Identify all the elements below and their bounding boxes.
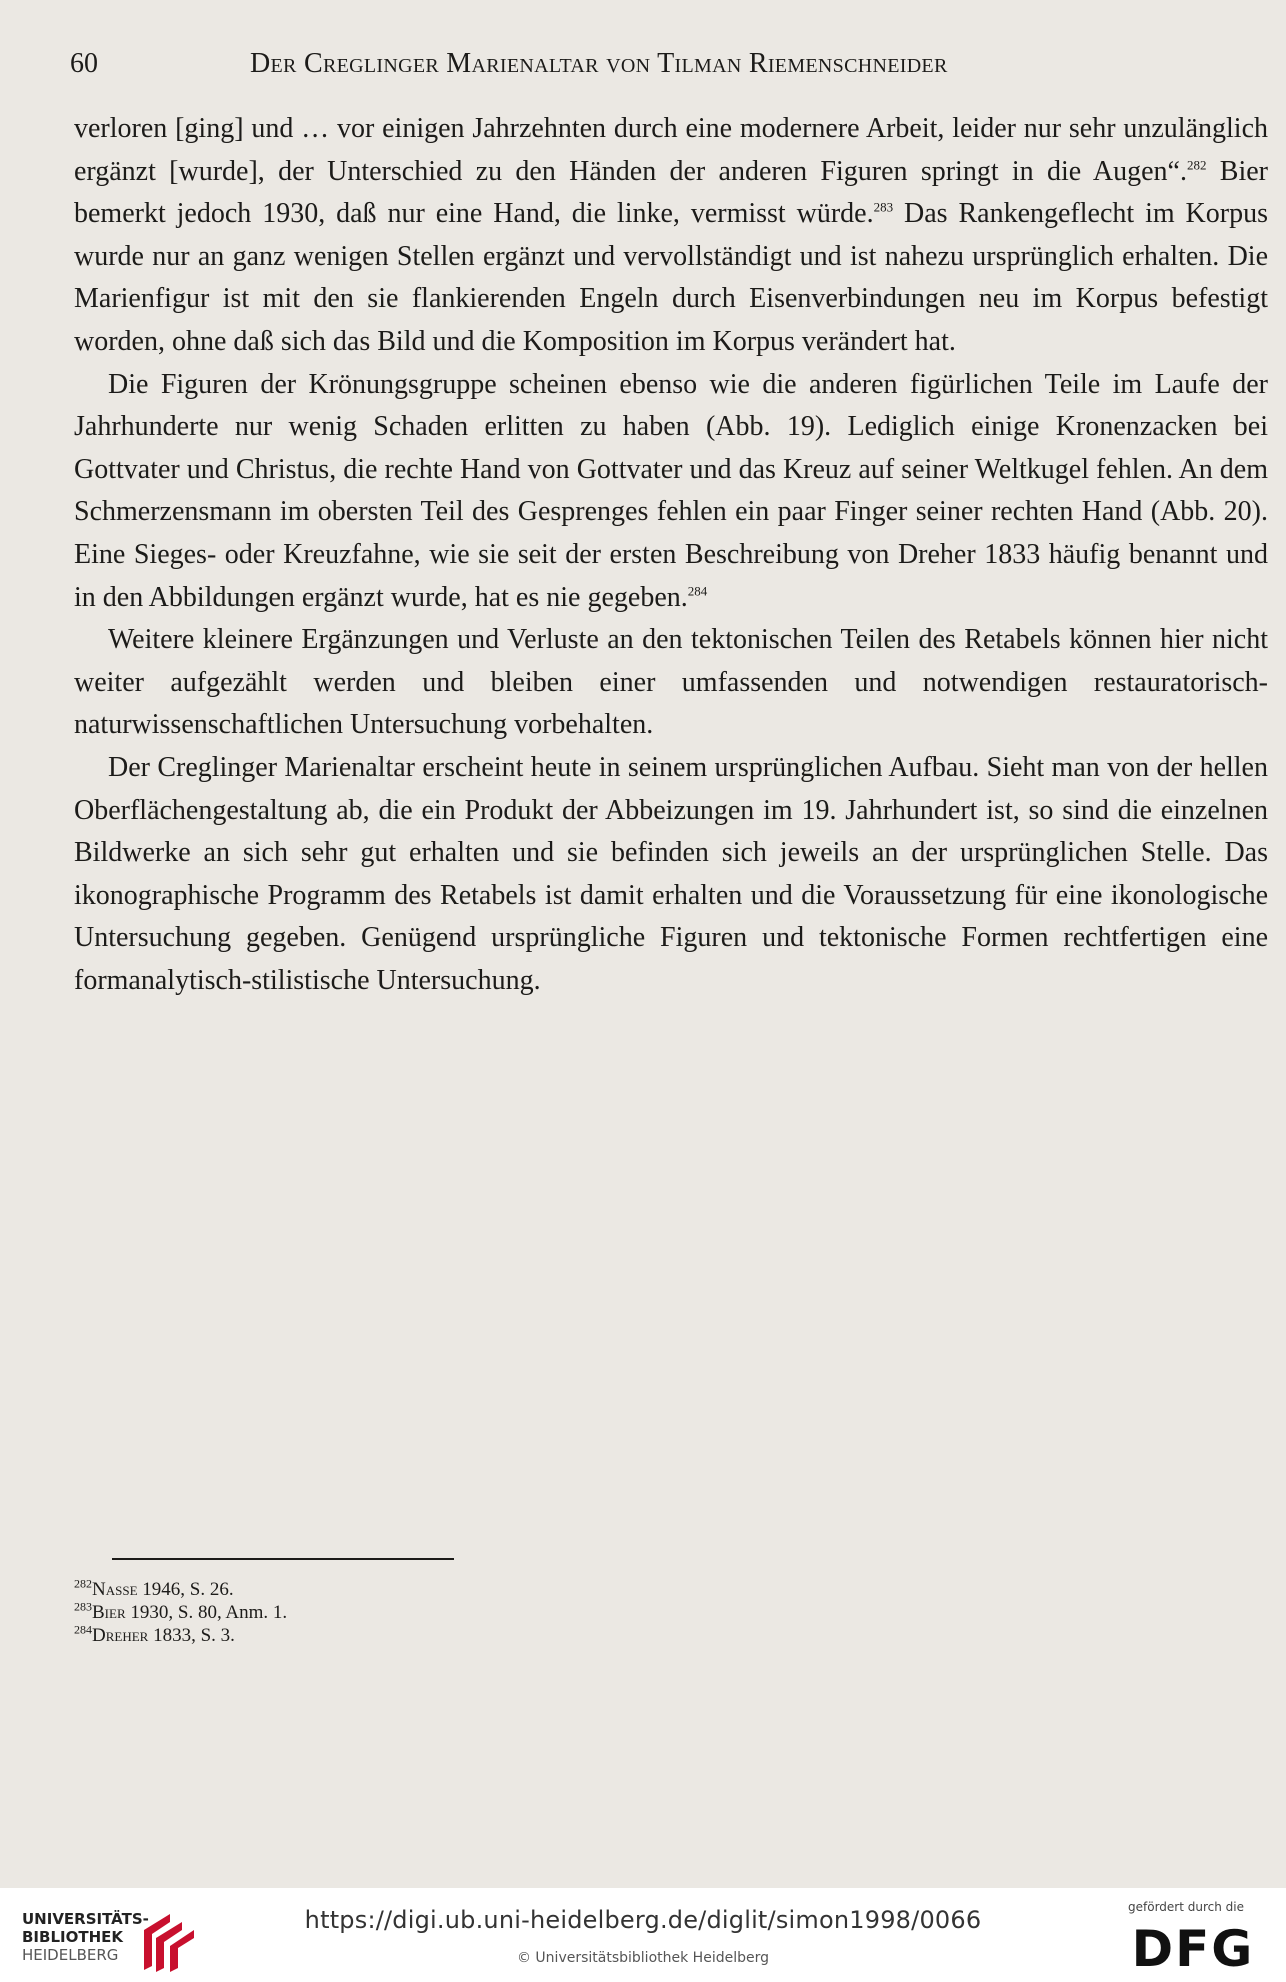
- library-name: UNIVERSITÄTS- BIBLIOTHEK HEIDELBERG: [22, 1910, 149, 1964]
- paragraph-3: Weitere kleinere Ergänzungen und Verluste an den tektonischen Teilen des Retabels können hier nicht weiter aufgezählt werden und bleiben einer umfassenden und notwendigen restauratorisch-naturwissenschaftlichen Untersuchung vorbehalten.: [74, 624, 1268, 741]
- body-text: [74, 108, 1268, 1002]
- footnote-ref-283[interactable]: 283: [873, 199, 894, 215]
- footnotes: [74, 1578, 287, 1647]
- paragraph-2: Die Figuren der Krönungsgruppe scheinen ebenso wie die anderen figürlichen Teile im Laufe der Jahrhunderte nur wenig Schaden erlitten zu haben (Abb. 19). Lediglich einige Kronenzacken bei Gottvater und Christus, die rechte Hand von Gottvater und das Kreuz auf seiner Weltkugel fehlen. An dem Schmerzensmann im obersten Teil des Gesprenges fehlen ein paar Finger seiner rechten Hand (Abb. 20). Eine Sieges- oder Kreuzfahne, wie sie seit der ersten Beschreibung von Dreher 1833 häufig benannt und in den Abbildungen ergänzt wurde, hat es nie gegeben.$^{284}$: [74, 368, 1268, 613]
- viewer-footer: [0, 1888, 1286, 1982]
- permalink-url[interactable]: https://digi.ub.uni-heidelberg.de/diglit/simon1998/0066: [304, 1906, 982, 1934]
- copyright-notice: © Universitätsbibliothek Heidelberg: [516, 1950, 769, 1966]
- footnote-rule: [112, 1558, 454, 1560]
- page-number: 60: [70, 48, 98, 79]
- sponsor-label: gefördert durch die: [1128, 1900, 1244, 1914]
- running-title: Der Creglinger Marienaltar von Tilman Riemenschneider: [250, 48, 948, 79]
- footnote-ref-284[interactable]: 284: [687, 583, 708, 599]
- paragraph-4: Der Creglinger Marienaltar erscheint heute in seinem ursprünglichen Aufbau. Sieht man von der hellen Oberflächengestaltung ab, die ein Produkt der Abbeizungen im 19. Jahrhundert ist, so sind die einzelnen Bildwerke an sich sehr gut erhalten und sie befinden sich jeweils an der ursprünglichen Stelle. Das ikonographische Programm des Retabels ist damit erhalten und die Voraussetzung für eine ikonologische Untersuchung gegeben. Genügend ursprüngliche Figuren und tektonische Formen rechtfertigen eine formanalytisch-stilistische Untersuchung.: [74, 751, 1268, 996]
- footnote-ref-282[interactable]: 282: [1187, 157, 1207, 173]
- dfg-logo-icon[interactable]: [1128, 1918, 1258, 1974]
- paragraph-1: verloren [ging] und … vor einigen Jahrzehnten durch eine modernere Arbeit, leider nur sehr unzulänglich ergänzt [wurde], der Unterschied zu den Händen der anderen Figuren springt in die Augen“.$^{282}$ Bier bemerkt jedoch 1930, daß nur eine Hand, die linke, vermisst würde.$^{283}$ Das Rankengeflecht im Korpus wurde nur an ganz wenigen Stellen ergänzt und vervollständigt und ist nahezu ursprünglich erhalten. Die Marienfigur ist mit den sie flankierenden Engeln durch Eisenverbindungen neu im Korpus befestigt worden, ohne daß sich das Bild und die Komposition im Korpus verändert hat.: [74, 113, 1268, 357]
- footnote-283: $^{283}$Bier 1930, S. 80, Anm. 1.: [74, 1599, 288, 1623]
- dfg-logo-text: DFG: [1131, 1920, 1255, 1974]
- footnote-284: $^{284}$Dreher 1833, S. 3.: [74, 1622, 235, 1646]
- footnote-282: $^{282}$Nasse 1946, S. 26.: [74, 1576, 234, 1600]
